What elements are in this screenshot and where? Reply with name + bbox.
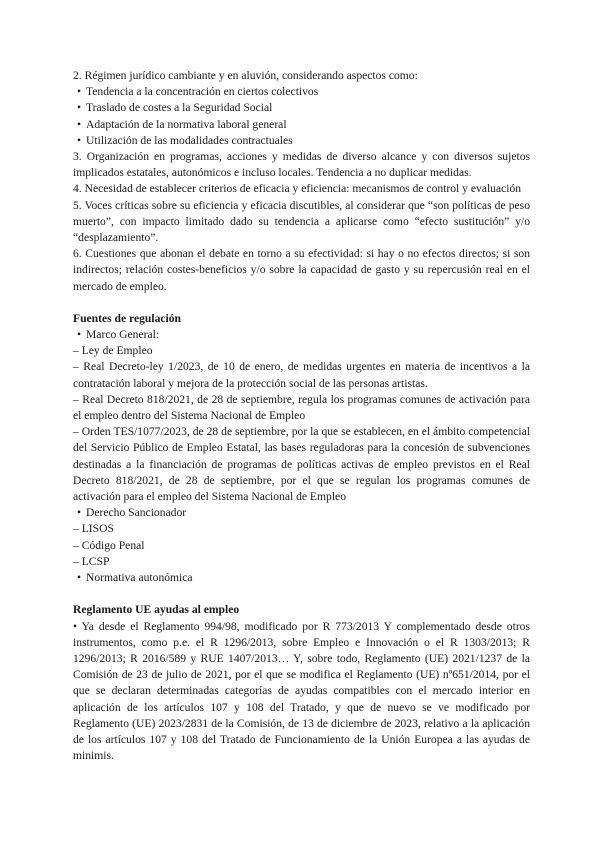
dash-item: – Ley de Empleo — [73, 344, 153, 358]
bullet-glyph: • — [77, 506, 82, 520]
list-item-3: 3. Organización en programas, acciones y medidas de diverso alcance y con diversos sujetos implicados estatales, autonómicos e incluso locales. Tendencia a no duplicar medidas. — [73, 150, 530, 180]
dash-item: – Real Decreto 818/2021, de 28 de septiembre, regula los programas comunes de activación para el empleo dentro del Sistema Nacional de Empleo — [73, 392, 530, 423]
bullet-item: • Marco General: — [73, 327, 530, 343]
bullet-item: • Utilización de las modalidades contractuales — [73, 133, 530, 149]
bullet-glyph: • — [77, 133, 82, 147]
bullet-glyph: • — [77, 328, 82, 342]
document-page — [73, 68, 530, 764]
dash-item: – Código Penal — [73, 538, 145, 552]
bullet-glyph: • — [77, 571, 82, 585]
bullet-glyph: • — [77, 117, 82, 131]
bullet-glyph: • — [77, 85, 82, 99]
bullet-item: • Derecho Sancionador — [73, 505, 530, 521]
dash-item: – LCSP — [73, 554, 110, 568]
bullet-item: • Traslado de costes a la Seguridad Social — [73, 100, 530, 116]
dash-item: – Orden TES/1077/2023, de 28 de septiembre, por la que se establecen, en el ámbito competencial del Servicio Público de Empleo Estatal, las bases reguladoras para la concesión de subvenciones destinadas a la financiación de programas de políticas activas de empleo previstos en el Real Decreto 818/2021, de 28 de septiembre, por el que se regulan los programas comunes de activación para el empleo del Sistema Nacional de Empleo — [73, 425, 530, 504]
list-item-4: 4. Necesidad de establecer criterios de eficacia y eficiencia: mecanismos de control y evaluación — [73, 182, 522, 196]
bullet-item: • Adaptación de la normativa laboral general — [73, 117, 530, 133]
list-item-6: 6. Cuestiones que abonan el debate en torno a su efectividad: si hay o no efectos directos; si son indirectos; relación costes-beneficios y/o sobre la capacidad de gasto y su repercusión real en el mercado de empleo. — [73, 247, 530, 293]
list-item-5: 5. Voces críticas sobre su eficiencia y eficacia discutibles, al considerar que “son políticas de peso muerto”, con impacto limitado dado su tendencia a aplicarse como “efecto sustitución” y/o “desplazamiento”. — [73, 198, 530, 245]
dash-item: – Real Decreto-ley 1/2023, de 10 de enero, de medidas urgentes en materia de incentivos a la contratación laboral y mejora de la protección social de las personas artistas. — [73, 360, 530, 390]
bullet-glyph: • — [77, 101, 82, 115]
dash-item: – LISOS — [73, 522, 114, 536]
section-heading-reglamento: Reglamento UE ayudas al empleo — [73, 603, 240, 617]
bullet-item: • Tendencia a la concentración en ciertos colectivos — [73, 84, 530, 100]
section-heading-fuentes: Fuentes de regulación — [73, 311, 181, 325]
spacer — [73, 295, 530, 311]
reglamento-paragraph: • Ya desde el Reglamento 994/98, modificado por R 773/2013 Y complementado desde otros instrumentos, como p.e. el R 1296/2013, sobre Empleo e Innovación o el R 1303/2013; R 1296/2013; R 2016/589 y RUE 1407/2013… Y, sobre todo, Reglamento (UE) 2021/1237 de la Comisión de 23 de julio de 2021, por el que se modifica el Reglamento (UE) nº651/2014, por el que se declaran determinadas categorías de ayudas compatibles con el mercado interior en aplicación de los artículos 107 y 108 del Tratado, y que de nuevo se ve modificado por Reglamento (UE) 2023/2831 de la Comisión, de 13 de diciembre de 2023, relativo a la aplicación de los artículos 107 y 108 del Tratado de Funcionamiento de la Unión Europea a las ayudas de minimis. — [73, 619, 530, 763]
spacer — [73, 586, 530, 602]
list-item-2: 2. Régimen jurídico cambiante y en aluvión, considerando aspectos como: — [73, 69, 418, 82]
bullet-item: • Normativa autonómica — [73, 570, 530, 586]
